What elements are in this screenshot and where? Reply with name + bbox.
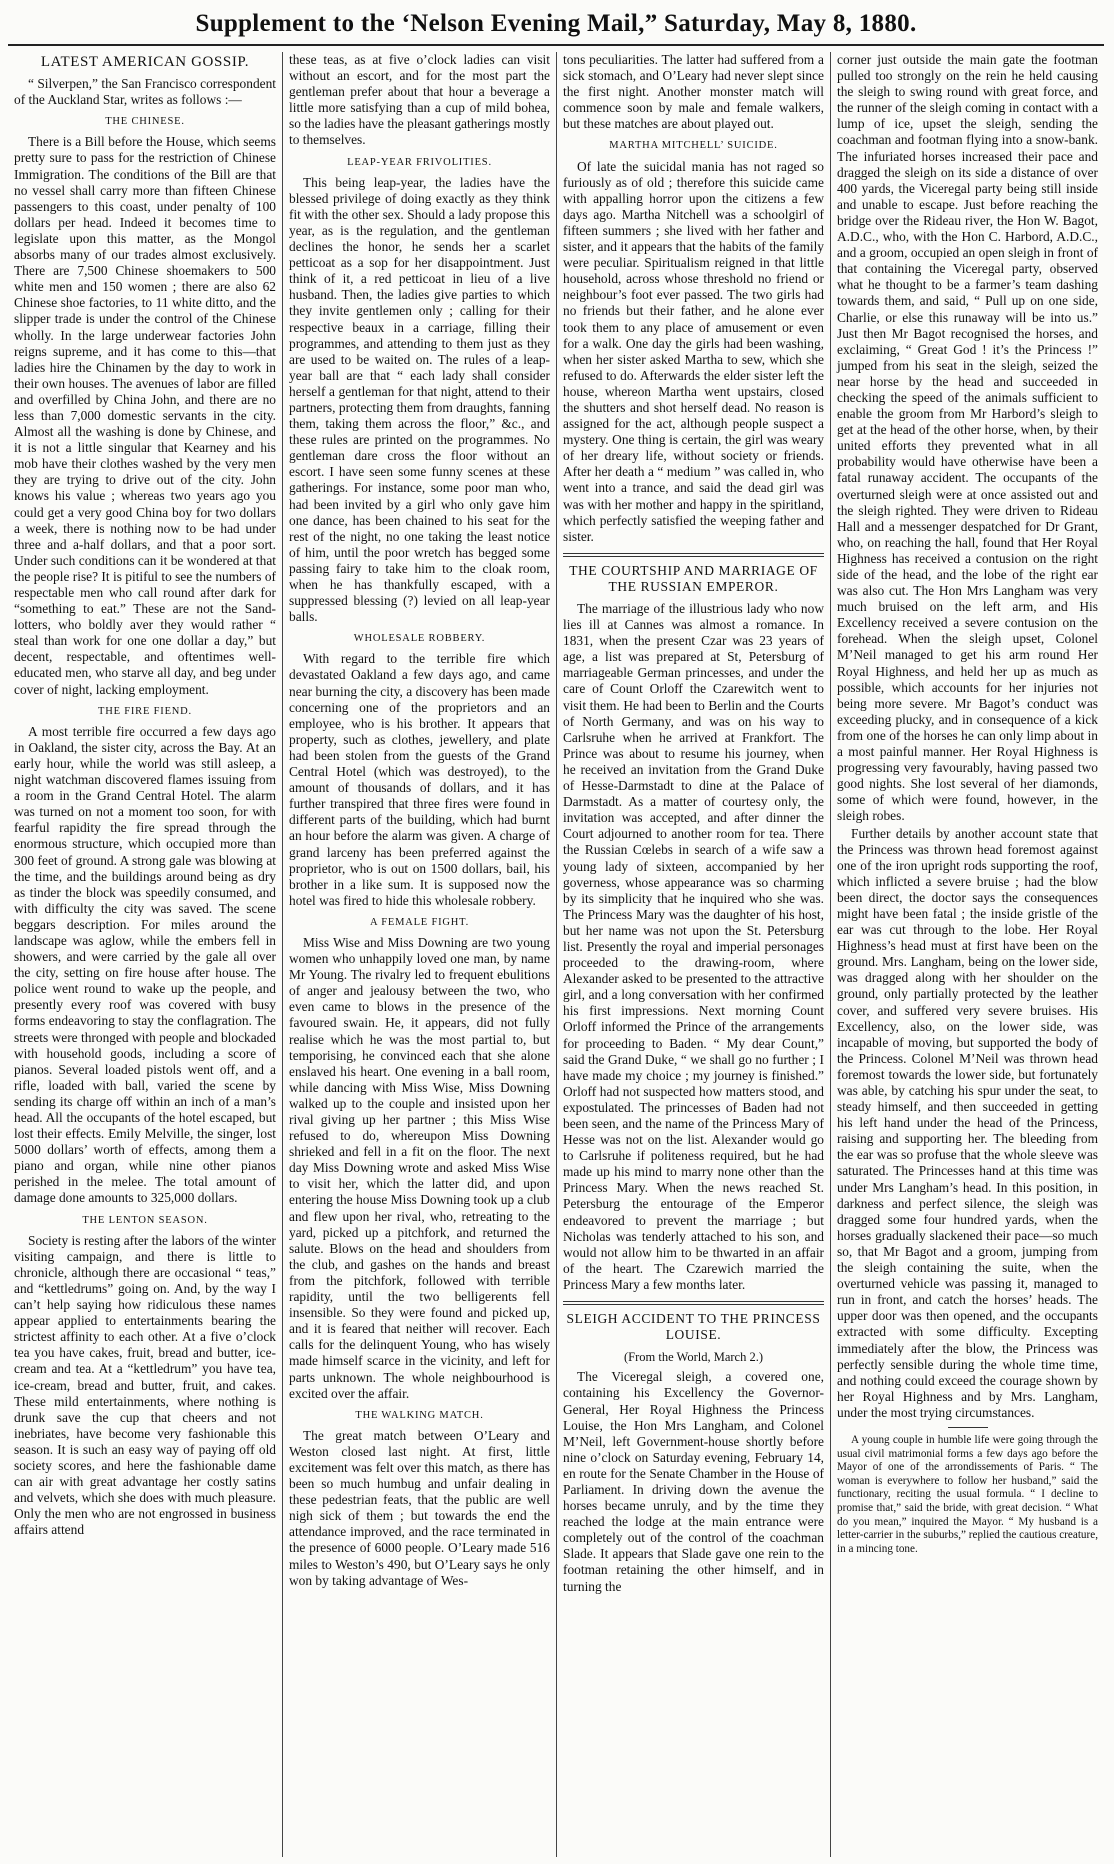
source-note: (From the World, March 2.): [623, 1350, 763, 1365]
paragraph: With regard to the terrible fire which devastated Oakland a few days ago, and came near burning the city, a discovery has been made concerning one of the proprietors and an employee, who is his brother. It appears that property, such as clothes, jewellery, and plate had been stolen from the guests of the Grand Central Hotel (which was destroyed), to the amount of thousands of dollars, and it has further transpired that three fires were found in different parts of the building, which had burnt an hour before the alarm was given. A charge of grand larceny has been preferred against the proprietor, who is out on 1500 dollars, bail, his brother in a like sum. It is supposed now the hotel was fired to hide this wholesale robbery.: [289, 651, 550, 908]
section-heading: THE WALKING MATCH.: [355, 1409, 484, 1421]
article-intro: “ Silverpen,” the San Francisco correspondent of the Auckland Star, writes as follows :—: [14, 76, 276, 108]
paragraph: Further details by another account state that the Princess was thrown head foremost against one of the iron upright rods supporting the roof, which inflicted a severe bruise ; had the blow been direct, the doctor says the consequences might have been fatal ; the inside gristle of the ear was cut through to the lobe. Her Royal Highness’s head must at first have been on the ground. Mrs. Langham, being on the lower side, was dragged along with her shoulder on the ground, only partially protected by the leather cover, and suffered very severe bruises. His Excellency, also, on the lower side, was incapable of moving, but supported the body of the Princess. Colonel M’Neil was thrown head foremost towards the lower side, but fortunately was able, by catching his spur under the seat, to steady himself, and then succeeded in getting his left hand under the head of the Princess, raising and supporting her. The bleeding from the ear was so profuse that the whole sleeve was saturated. The Princesses hand at this time was under Mrs Langham’s head. In this position, in darkness and perfect silence, the sleigh was dragged some four hundred yards, when the horses gradually slackened their pace—so much so, that Mr Bagot and a groom, jumping from the sleigh containing the suite, when the overturned vehicle was passing it, managed to run in front, and catch the horses’ heads. The upper door was then opened, and the occupants extracted with some difficulty. Excepting immediately after the blow, the Princess was perfectly sensible during the whole time time, and nothing could exceed the courage shown by her Royal Highness and by Mrs. Langham, under the most trying circumstances.: [837, 825, 1098, 1420]
column-4: [830, 52, 1104, 1857]
masthead: Supplement to the ‘Nelson Evening Mail,” Saturday, May 8, 1880.: [8, 10, 1104, 46]
paragraph: The Viceregal sleigh, a covered one, containing his Excellency the Governor-General, Her Royal Highness the Princess Louise, the Hon Mrs Langham, and Colonel M’Neil, left Government-house shortly before nine o’clock on Saturday evening, February 14, en route for the Senate Chamber in the House of Parliament. In driving down the avenue the horses became unruly, and by the time they reached the lodge at the main entrance were completely out of the control of the coachman Slade. It appears that Slade gave one rein to the footman retaining the other himself, and in turning the: [563, 1369, 824, 1594]
paragraph: A young couple in humble life were going through the usual civil matrimonial forms a few days ago before the Mayor of one of the arrondissements of Paris. “ The woman is everywhere to follow her husband,” said the functionary, reciting the usual formula. “ I decline to promise that,” said the bride, with great decision. “ What do you mean,” inquired the Mayor. “ My husband is a letter-carrier in the suburbs,” replied the cautious creature, in a mincing tone.: [837, 1433, 1099, 1555]
small-print-item: [837, 1434, 1098, 1556]
paragraph: tons peculiarities. The latter had suffered from a sick stomach, and O’Leary had never slept since the first night. Another monster match will commence soon by male and female walkers, but these matches are about played out.: [563, 52, 824, 132]
section-heading: THE LENTON SEASON.: [82, 1214, 208, 1226]
section-heading: A FEMALE FIGHT.: [369, 916, 469, 928]
paragraph: This being leap-year, the ladies have the blessed privilege of doing exactly as they think fit with the other sex. Should a lady propose this year, as is the regulation, and the gentleman declines the honor, he sends her a scarlet petticoat as a sop for her disappointment. Just think of it, a red petticoat in lieu of a live husband. Then, the ladies give parties to which they invite gentlemen only ; calling for their respective beaux in a carriage, filling their programmes, and attending to them just as they are used to be waited on. The rules of a leap-year ball are that “ each lady shall consider herself a gentleman for that night, attend to their partners, protecting them from draughts, fanning them, taking them across the floor,” &c., and these rules are printed on the programmes. No gentleman dare cross the floor without an escort. I have seen some funny scenes at these gatherings. For instance, some poor man who, had been invited by a girl who only gave him one dance, has been chained to his seat for the rest of the night, no one taking the least notice of him, until the poor wretch has begged some passing fairy to take him to the cloak room, when he has thankfully escaped, with a suppressed blessing (?) levied on all leap-year balls.: [289, 174, 550, 625]
section-heading: THE FIRE FIEND.: [98, 705, 192, 717]
divider: [563, 1301, 824, 1305]
section-heading: WHOLESALE ROBBERY.: [353, 633, 486, 645]
paragraph: Miss Wise and Miss Downing are two young women who unhappily loved one man, by name Mr Young. The rivalry led to frequent ebulitions of anger and jealousy between the two, who even came to blows in the presence of the favoured swain. He, it appears, did not fully realise which he was the most partial to, but temporising, he convinced each that she alone enslaved his heart. One evening in a ball room, while dancing with Miss Wise, Miss Downing walked up to the couple and insisted upon her rival giving up her partner ; this Miss Wise refused to do, whereupon Miss Downing shrieked and fell in a fit on the floor. The next day Miss Downing wrote and asked Miss Wise to visit her, which the latter did, and upon entering the house Miss Downing took up a club and flew upon her rival, who, retreating to the yard, picked up a pitchfork, and returned the salute. Blows on the head and shoulders from the club, and gashes on the hands and breast from the pitchfork, followed with terrible rapidity, until the two belligerents fell insensible. So they were found and picked up, and it is feared that neither will recover. Each calls for the delinquent Young, who has wisely made himself scarce in the vicinity, and left for parts unknown. The whole neighbourhood is excited over the affair.: [289, 934, 550, 1401]
section-heading: MARTHA MITCHELL’ SUICIDE.: [609, 140, 778, 152]
section-heading: THE CHINESE.: [105, 116, 185, 128]
divider: [563, 553, 824, 557]
paragraph: The great match between O’Leary and Weston closed last night. At first, little excitement was felt over this match, as there has been so much humbug and unfair dealing in these pedestrian feats, that the public are well nigh sick of them ; but towards the end the attendance improved, and the race terminated in the presence of 6000 people. O’Leary made 516 miles to Weston’s 490, but O’Leary says he only won by taking advantage of Wes-: [289, 1427, 550, 1588]
article-heading: SLEIGH ACCIDENT TO THE PRINCESS LOUISE.: [566, 1311, 821, 1343]
paragraph: Of late the suicidal mania has not raged so furiously as of old ; therefore this suicide came with appalling horror upon the citizens a few days ago. Martha Nitchell was a schoolgirl of fifteen summers ; she lived with her father and sister, and it appears that the habits of the family were peculiar. Spiritualism reigned in that little household, across whose threshold no friend or neighbour’s foot ever passed. The two girls had no friends but their father, and he alone ever took them to any place of amusement or even for a walk. One day the girls had been washing, when her sister asked Martha to sew, which she refused to do. Afterwards the elder sister left the house, whereon Martha went upstairs, closed the shutters and shot herself dead. No reason is assigned for the act, although people suspect a mystery. One thing is certain, the girl was weary of her dreary life, without society or friends. After her death a “ medium ” was called in, who went into a trance, and said the dead girl was was with her mother and happy in the spiritland, which perfectly satisfied the weeping father and sister.: [563, 158, 824, 544]
column-1: [8, 52, 282, 1857]
paragraph: There is a Bill before the House, which seems pretty sure to pass for the restriction of Chinese Immigration. The conditions of the Bill are that no vessel shall carry more than fifteen Chinese passengers to this coast, under penalty of 100 dollars per head. Indeed it becomes time to legislate upon this matter, as the Mongol absorbs many of our trades almost exclusively. There are 7,500 Chinese shoemakers to 500 white men and 150 women ; there are also 62 Chinese shoe factories, to 11 white ditto, and the slipper trade is under the control of the Chinese wholly. In the large underwear factories John reigns supreme, and it has come to this—that ladies hire the Chinamen by the day to work in their own houses. The avenues of labor are filled and overfilled by China John, and there are no less than 7,000 domestic servants in the city. Almost all the washing is done by Chinese, and it is not a little singular that Kearney and his mob have their clothes washed by the very men they are trying to drive out of the city. John knows his value ; whereas two years ago you could get a very good China boy for two dollars a week, there is nothing now to be had under three and a-half dollars, and that a poor sort. Under such conditions can it be wondered at that the people rise? It is pitiful to see the numbers of respectable men who call round after dark for “something to eat.” These are not the Sand-lotters, who boldly aver they would rather “ steal than work for one one dollar a day,” but decent, respectable, and oftentimes well-educated men, who starve all day, and beg under cover of night, lacking employment.: [14, 134, 276, 697]
column-2: [282, 52, 556, 1857]
paragraph: The marriage of the illustrious lady who now lies ill at Cannes was almost a romance. In 1831, when the present Czar was 23 years of age, a list was prepared at St, Petersburg of marriageable German princesses, and under the care of Count Orloff the Czarewitch went to visit them. He had been to Berlin and the Courts of North Germany, and was on his way to Carlsruhe when he arrived at Frankfort. The Prince was about to resume his journey, when he received an invitation from the Grand Duke of Hesse-Darmstadt to dine at the Palace of Darmstadt. As a matter of courtesy only, the invitation was accepted, and after dinner the Court adjourned to another room for tea. There the Russian Cœlebs in search of a wife saw a young lady of sixteen, accompanied by her governess, whose appearance was so charming by its simplicity that he inquired who she was. The Princess Mary was the daughter of his host, but her name was not upon the St. Petersburg list. Presently the royal and imperial personages proceeded to the drawing-room, where Alexander asked to be presented to the attractive girl, and a long conversation with her confirmed his first impressions. Next morning Count Orloff informed the Prince of the arrangements for proceeding to Baden. “ My dear Count,” said the Grand Duke, “ we shall go no further ; I have made my choice ; my journey is finished.” Orloff had not suspected how matters stood, and expostulated. The princesses of Baden had not been seen, and the name of the Princess Mary of Hesse was not on the list. Alexander would go to Carlsruhe if politeness required, but he had made up his mind to marry none other than the Princess Mary. When the news reached St. Petersburg the entourage of the Emperor endeavored to prevent the marriage ; but Nicholas was tenderly attached to his son, and would not allow him to be thwarted in an affair of the heart. The Czarewich married the Princess Mary a few months later.: [563, 601, 824, 1292]
paragraph: Society is resting after the labors of the winter visiting campaign, and there is little to chronicle, although there are occasional “ teas,” and “kettledrums” going on. And, by the way I can’t help saying how ridiculous these names appear applied to entertainments bearing the strictest affinity to each other. At a five o’clock tea you have cakes, fruit, bread and butter, ice-cream and tea. At a “kettledrum” you have tea, ice-cream, bread and butter, fruit, and cakes. These mild entertainments, where nothing is drunk save the cup that cheers and not inebriates, have become very fashionable this season. It is such an easy way of paying off old society scores, and here the fashionable dame can air with great advantage her costly satins and velvets, which she does with much pleasure. Only the men who are not engrossed in business affairs attend: [14, 1232, 276, 1538]
paragraph: these teas, as at five o’clock ladies can visit without an escort, and for the most part the gentleman prefer about that hour a beverage a little more satisfying than a cup of mild bohea, so the ladies have the pleasant gatherings mostly to themselves.: [289, 52, 550, 148]
divider: [948, 1427, 988, 1428]
article-heading: THE COURTSHIP AND MARRIAGE OF THE RUSSIAN EMPEROR.: [569, 562, 818, 594]
paragraph: corner just outside the main gate the footman pulled too strongly on the rein he held causing the sleigh to swing round with great force, and the runner of the sleigh coming in contact with a lump of ice, upset the sleigh, sending the coachman and footman flying into a snow-bank. The infuriated horses increased their pace and dragged the sleigh on its side a distance of over 400 yards, the Viceregal party being still inside and unable to escape. Just before reaching the bridge over the Rideau river, the Hon W. Bagot, A.D.C., who, with the Hon C. Harbord, A.D.C., and a groom, occupied an open sleigh in front of that containing the Viceregal party, observed what he thought to be a farmer’s team dashing towards them, and said, “ Pull up on one side, Charlie, or else this runaway will be into us.” Just then Mr Bagot recognised the horses, and exclaiming, “ Great God ! it’s the Princess !” jumped from his seat in the sleigh, seized the near horse by the head and succeeded in checking the speed of the animals sufficient to enable the groom from Mr Harbord’s sleigh to get at the head of the other horse, when, by their united efforts they prevented what in all probability would have otherwise have been a fatal runaway accident. The occupants of the overturned sleigh were at once assisted out and the sleigh righted. They were driven to Rideau Hall and a messenger despatched for Dr Grant, who, on reaching the hall, found that Her Royal Highness has received a contusion on the right side of the head, and the lobe of the right ear was also cut. The Hon Mrs Langham was very much bruised on the left arm, and His Excellency received a severe contusion on the forehead. When the sleigh upset, Colonel M’Neil managed to get his arm round Her Royal Highness, and held her up as much as possible, which accounts for her injuries not being more severe. Mr Bagot’s conduct was exceeding plucky, and in consequence of a kick from one of the horses he can only limp about in a most painful manner. Her Royal Highness is progressing very favourably, having passed two good nights. She lost several of her diamonds, some of which were found, however, in the sleigh robes.: [837, 52, 1098, 824]
columns: [8, 52, 1104, 1857]
column-3: [556, 52, 830, 1857]
article-heading: LATEST AMERICAN GOSSIP.: [40, 54, 250, 70]
section-heading: LEAP-YEAR FRIVOLITIES.: [347, 156, 492, 168]
paragraph: A most terrible fire occurred a few days ago in Oakland, the sister city, across the Bay. At an early hour, while the world was still asleep, a night watchman discovered flames issuing from a room in the Grand Central Hotel. The alarm was turned on not a moment too soon, for with fearful rapidity the fire spread through the enormous structure, which occupied more than 300 feet of ground. A strong gale was blowing at the time, and the buildings around being as dry as tinder the block was speedily consumed, and with difficulty the city was saved. The scene beggars description. For miles around the landscape was aglow, while the embers fell in showers, and were carried by the gale all over the city, setting on fire house after house. The police went round to wake up the people, and presently every roof was covered with busy forms endeavoring to stay the conflagration. The streets were thronged with people and blockaded with household goods, including a score of pianos. Several loaded pistols went off, and a rifle, loaded with ball, varied the scene by sending its charge off within an inch of a man’s head. All the occupants of the hotel escaped, but lost their effects. Emily Melville, the singer, lost 5000 dollars’ worth of effects, among them a piano and organ, while nine other pianos perished in the melee. The total amount of damage done amounts to 325,000 dollars.: [14, 723, 276, 1206]
